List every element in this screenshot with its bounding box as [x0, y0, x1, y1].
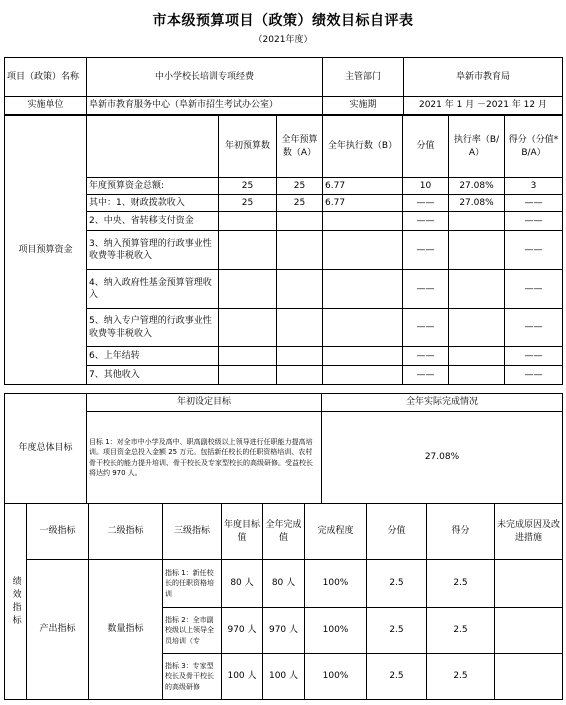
cell-rate: 27.08%	[449, 178, 505, 195]
cell-rate	[449, 309, 505, 347]
cell-got: 3	[505, 178, 563, 195]
cell-initial	[219, 212, 277, 231]
col-got: 得分（分值*B/A）	[505, 116, 563, 178]
cell-full	[277, 347, 323, 366]
goal-initial-text: 目标 1：对全市中小学及高中、职高副校级以上领导进行任职能力提高培训。项目资金总投入金额 25 万元。包括新任校长的任职资格培训、农村骨干校长的能力提升培训、骨干校长及专家型校长的高级研修。受益校长将达约 970 人。	[87, 412, 322, 504]
col-degree: 完成程度	[305, 504, 367, 560]
budget-table	[4, 115, 563, 385]
degree-value: 100%	[305, 560, 367, 608]
cell-exec	[323, 366, 403, 385]
perf-section-label: 绩效指标	[5, 504, 27, 700]
budget-row-label: 7、其他收入	[87, 366, 219, 385]
cell-score: ——	[403, 309, 449, 347]
got-value: 2.5	[427, 608, 495, 654]
target-value: 100 人	[222, 654, 263, 700]
cell-rate	[449, 366, 505, 385]
cell-score: ——	[403, 270, 449, 309]
actual-value: 970 人	[263, 608, 305, 654]
cell-exec	[323, 347, 403, 366]
target-value: 80 人	[222, 560, 263, 608]
cell-exec	[323, 231, 403, 270]
cell-initial	[219, 309, 277, 347]
table-row	[5, 231, 563, 270]
project-name-label: 项目（政策）名称	[5, 58, 87, 97]
project-name-value: 中小学校长培训专项经费	[87, 58, 323, 97]
cell-full	[277, 231, 323, 270]
cell-rate: 27.08%	[449, 195, 505, 212]
actual-value: 100 人	[263, 654, 305, 700]
cell-initial: 25	[219, 178, 277, 195]
goal-label: 年度总体目标	[5, 394, 87, 504]
unit-label: 实施单位	[5, 97, 87, 115]
level3-value: 指标 2：全市副校级以上领导全员培训（专	[163, 608, 222, 654]
header-table	[4, 57, 563, 115]
col-level1: 一级指标	[27, 504, 89, 560]
degree-value: 100%	[305, 608, 367, 654]
budget-row-label: 6、上年结转	[87, 347, 219, 366]
level2-value: 数量指标	[89, 560, 163, 700]
table-row	[5, 366, 563, 385]
cell-exec: 6.77	[323, 178, 403, 195]
cell-got: ——	[505, 366, 563, 385]
cell-score: ——	[403, 195, 449, 212]
cell-score: ——	[403, 347, 449, 366]
level1-value: 产出指标	[27, 560, 89, 700]
cell-initial	[219, 347, 277, 366]
cell-initial: 25	[219, 195, 277, 212]
cell-exec: 6.77	[323, 195, 403, 212]
cell-got: ——	[505, 347, 563, 366]
period-value: 2021 年 1 月 －2021 年 12 月	[404, 97, 563, 115]
col-actual: 全年完成值	[263, 504, 305, 560]
col-exec: 全年执行数（B）	[323, 116, 403, 178]
cell-rate	[449, 270, 505, 309]
budget-row-label: 5、纳入专户管理的行政事业性收费等非税收入	[87, 309, 219, 347]
score-value: 2.5	[367, 654, 427, 700]
cell-full: 25	[277, 195, 323, 212]
col-target: 年度目标值	[222, 504, 263, 560]
degree-value: 100%	[305, 654, 367, 700]
col-rate: 执行率（B/A）	[449, 116, 505, 178]
dept-value: 阜新市教育局	[404, 58, 563, 97]
table-row	[5, 270, 563, 309]
budget-row-label: 4、纳入政府性基金预算管理收入	[87, 270, 219, 309]
table-row	[5, 347, 563, 366]
page-title: 市本级预算项目（政策）绩效目标自评表	[152, 13, 414, 29]
col-initial-budget: 年初预算数	[219, 116, 277, 178]
col-level2: 二级指标	[89, 504, 163, 560]
table-row	[5, 560, 563, 608]
reason-value	[495, 560, 563, 608]
cell-got: ——	[505, 270, 563, 309]
cell-score: ——	[403, 212, 449, 231]
page-subtitle: （2021年度）	[253, 35, 313, 45]
cell-got: ——	[505, 309, 563, 347]
budget-row-label: 3、纳入预算管理的行政事业性收费等非税收入	[87, 231, 219, 270]
cell-full	[277, 366, 323, 385]
target-value: 970 人	[222, 608, 263, 654]
budget-row-label: 年度预算资金总额:	[87, 178, 219, 195]
cell-rate	[449, 212, 505, 231]
reason-value	[495, 654, 563, 700]
period-label: 实施期	[323, 97, 404, 115]
cell-full: 25	[277, 178, 323, 195]
goal-actual-text: 27.08%	[322, 412, 563, 504]
reason-value	[495, 608, 563, 654]
perf-table	[4, 503, 563, 700]
cell-exec	[323, 270, 403, 309]
cell-initial	[219, 231, 277, 270]
cell-rate	[449, 347, 505, 366]
cell-rate	[449, 231, 505, 270]
score-value: 2.5	[367, 560, 427, 608]
col-perf-got: 得分	[427, 504, 495, 560]
cell-exec	[323, 212, 403, 231]
col-perf-score: 分值	[367, 504, 427, 560]
table-row	[5, 195, 563, 212]
budget-row-label: 其中：1、财政拨款收入	[87, 195, 219, 212]
budget-corner	[87, 116, 219, 178]
goal-table	[4, 393, 563, 504]
got-value: 2.5	[427, 560, 495, 608]
unit-value: 阜新市教育服务中心（阜新市招生考试办公室）	[87, 97, 323, 115]
goal-initial-header: 年初设定目标	[87, 394, 322, 412]
table-row	[5, 309, 563, 347]
cell-score: ——	[403, 231, 449, 270]
table-row	[5, 212, 563, 231]
col-reason: 未完成原因及改进措施	[495, 504, 563, 560]
level3-value: 指标 1：新任校长的任职资格培训	[163, 560, 222, 608]
cell-score: ——	[403, 366, 449, 385]
got-value: 2.5	[427, 654, 495, 700]
budget-row-label: 2、中央、省转移支付资金	[87, 212, 219, 231]
score-value: 2.5	[367, 608, 427, 654]
cell-score: 10	[403, 178, 449, 195]
table-row	[5, 178, 563, 195]
cell-initial	[219, 366, 277, 385]
budget-section-label: 项目预算资金	[5, 116, 87, 385]
col-score: 分值	[403, 116, 449, 178]
cell-got: ——	[505, 195, 563, 212]
cell-initial	[219, 270, 277, 309]
cell-exec	[323, 309, 403, 347]
cell-got: ——	[505, 231, 563, 270]
cell-full	[277, 270, 323, 309]
col-full-budget: 全年预算数（A）	[277, 116, 323, 178]
col-level3: 三级指标	[163, 504, 222, 560]
cell-full	[277, 212, 323, 231]
cell-full	[277, 309, 323, 347]
cell-got: ——	[505, 212, 563, 231]
dept-label: 主管部门	[323, 58, 404, 97]
level3-value: 指标 3：专家型校长及骨干校长的高级研修	[163, 654, 222, 700]
goal-actual-header: 全年实际完成情况	[322, 394, 563, 412]
actual-value: 80 人	[263, 560, 305, 608]
